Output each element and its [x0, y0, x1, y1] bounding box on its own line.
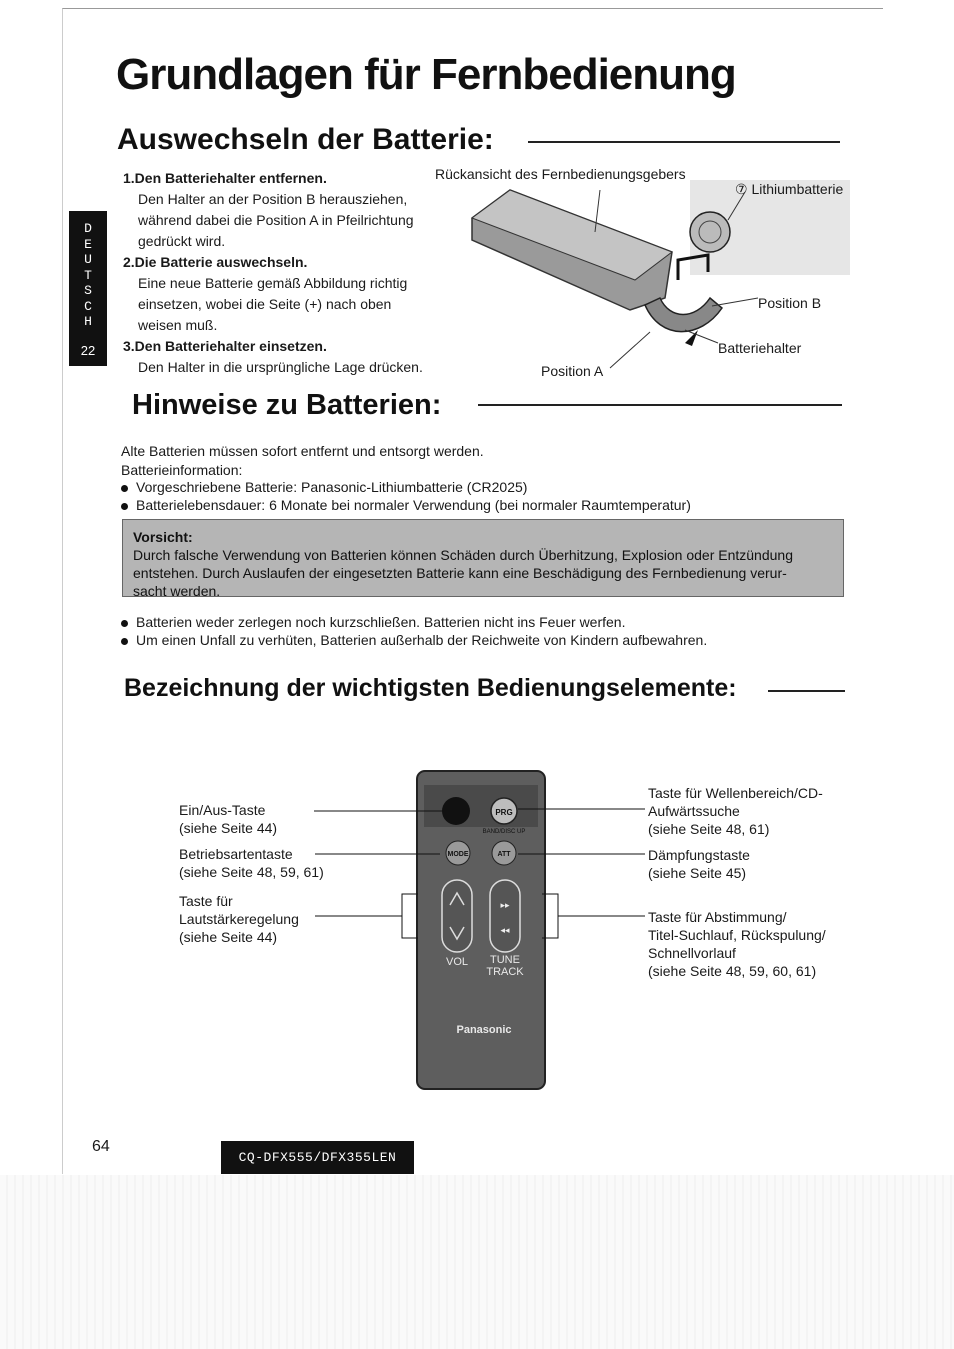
bullet-icon: [121, 503, 128, 510]
bullet-item: Vorgeschriebene Batterie: Panasonic-Lithiumbatterie (CR2025): [121, 479, 527, 495]
step-2: [123, 252, 407, 336]
label-band-button: Taste für Wellenbereich/CD- Aufwärtssuche (siehe Seite 48, 61): [648, 785, 823, 837]
step-2-line: einsetzen, wobei die Seite (+) nach oben: [138, 296, 392, 312]
lithium-battery-illustration: [690, 212, 730, 252]
brand-logo: Panasonic: [456, 1024, 512, 1036]
notes-line-2: Batterieinformation:: [121, 462, 243, 478]
step-1-line: gedrückt wird.: [138, 233, 226, 249]
heading-battery-change: Auswechseln der Batterie:: [117, 123, 494, 156]
heading-rule: [768, 690, 845, 692]
notes-line-1: Alte Batterien müssen sofort entfernt und entsorgt werden.: [121, 443, 484, 459]
leader-position-a: [610, 332, 650, 368]
tune-bracket: [542, 894, 558, 938]
heading-rule: [528, 141, 840, 143]
language-tab-letters: DEUTSCH: [84, 221, 92, 329]
rewind-icon: ◂◂: [500, 925, 510, 935]
bullet-icon: [121, 638, 128, 645]
heading-rule: [478, 404, 842, 406]
leader-position-b: [712, 298, 758, 306]
step-1: [123, 168, 414, 252]
caution-line: sacht werden.: [133, 583, 221, 599]
prg-button-label: PRG: [495, 808, 513, 817]
step-3-line: Den Halter in die ursprüngliche Lage drücken.: [138, 359, 423, 375]
label-mode-button: Betriebsartentaste (siehe Seite 48, 59, 61): [179, 846, 324, 880]
label-att-button: Dämpfungstaste (siehe Seite 45): [648, 847, 750, 881]
battery-holder-illustration: [645, 298, 722, 332]
step-1-title: 1.Den Batteriehalter entfernen.: [123, 170, 327, 186]
page-title: Grundlagen für Fernbedienung: [116, 50, 736, 99]
label-position-b: Position B: [758, 295, 822, 311]
figure-caption: Rückansicht des Fernbedienungsgebers: [435, 166, 686, 182]
att-button-label: ATT: [497, 851, 511, 858]
step-1-line: während dabei die Position A in Pfeilrichtung: [138, 212, 414, 228]
bullet-item: Batterien weder zerlegen noch kurzschließen. Batterien nicht ins Feuer werfen.: [121, 614, 625, 630]
vol-label: VOL: [445, 956, 469, 968]
section-page-number: 22: [80, 343, 96, 358]
mode-button-label: MODE: [447, 851, 469, 858]
band-label: BAND/DISC UP: [482, 829, 526, 835]
track-label: TRACK: [486, 966, 524, 978]
heading-controls: Bezeichnung der wichtigsten Bedienungselemente:: [124, 674, 737, 702]
caution-line: Durch falsche Verwendung von Batterien können Schäden durch Überhitzung, Explosion oder Entzündung: [133, 547, 793, 563]
volume-bracket: [402, 894, 418, 938]
step-2-line: Eine neue Batterie gemäß Abbildung richtig: [138, 275, 408, 291]
bullet-icon: [121, 620, 128, 627]
label-volume-buttons: Taste für Lautstärkeregelung (siehe Seite 44): [179, 893, 299, 945]
language-side-tab: [69, 211, 107, 366]
label-position-a: Position A: [541, 363, 604, 379]
caution-title: Vorsicht:: [133, 529, 193, 545]
caution-line: entstehen. Durch Auslaufen der eingesetzten Batterie kann eine Beschädigung des Fernbedienung verur-: [133, 565, 787, 581]
callout-lines: [300, 800, 660, 945]
forward-icon: ▸▸: [500, 900, 510, 910]
bullet-icon: [121, 485, 128, 492]
step-1-line: Den Halter an der Position B herausziehen,: [138, 191, 408, 207]
heading-battery-notes: Hinweise zu Batterien:: [132, 389, 442, 421]
label-lithium-battery: ⑦ Lithiumbatterie: [735, 181, 844, 197]
step-3-title: 3.Den Batteriehalter einsetzen.: [123, 338, 327, 354]
step-2-title: 2.Die Batterie auswechseln.: [123, 254, 308, 270]
step-2-line: weisen muß.: [138, 317, 218, 333]
tune-label: TUNE: [490, 954, 520, 966]
label-battery-holder: Batteriehalter: [718, 340, 802, 356]
label-tune-buttons: Taste für Abstimmung/ Titel-Suchlauf, Rückspulung/ Schnellvorlauf (siehe Seite 48, 59, 60, 61): [648, 909, 826, 979]
model-badge: CQ-DFX555/DFX355LEN: [221, 1141, 414, 1174]
label-power-button: Ein/Aus-Taste (siehe Seite 44): [179, 802, 278, 836]
step-3: [123, 336, 423, 378]
bullet-item: Um einen Unfall zu verhüten, Batterien außerhalb der Reichweite von Kindern aufbewahren.: [121, 632, 707, 648]
bullet-item: Batterielebensdauer: 6 Monate bei normaler Verwendung (bei normaler Raumtemperatur): [121, 497, 691, 513]
scan-margin: [0, 1175, 954, 1349]
caution-box: [122, 519, 844, 597]
page-number: 64: [92, 1138, 110, 1155]
